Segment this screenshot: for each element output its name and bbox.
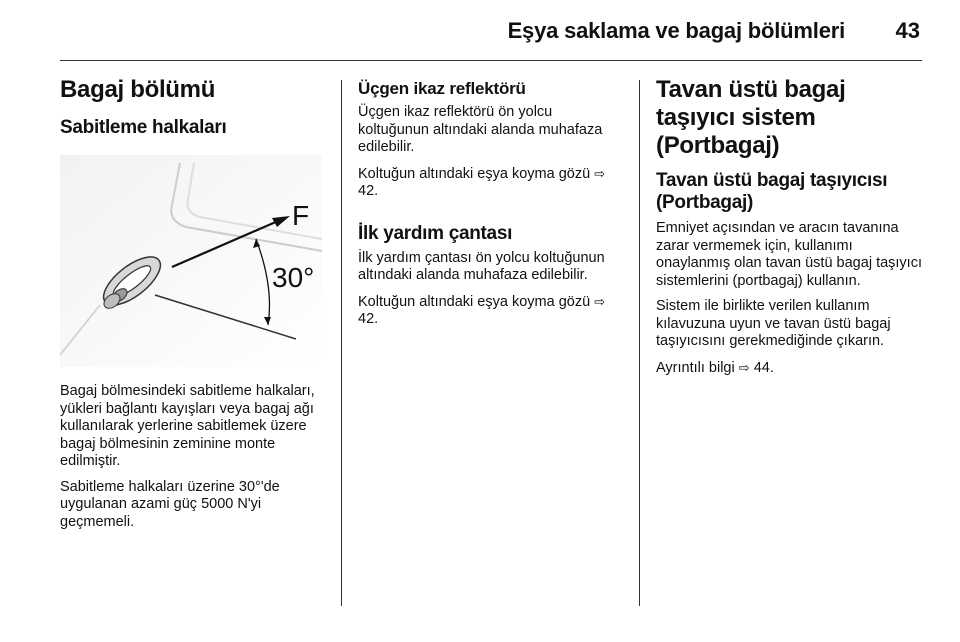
header-title: Eşya saklama ve bagaj bölümleri: [507, 18, 845, 43]
paragraph-first-aid-reference: [358, 293, 620, 329]
page-number: 43: [895, 18, 920, 43]
paragraph-roof-rack-safety: Emniyet açısından ve aracın tavanına zarar vermemek için, kullanımı onaylanmış olan tavan üstü bagaj taşıyıcı sistemlerini (portbagaj) kullanın.: [656, 220, 922, 289]
column-1: [60, 76, 324, 531]
angle-label: 30°: [272, 262, 315, 293]
reference-page[interactable]: 44.: [753, 359, 774, 376]
paragraph-roof-rack-reference: [656, 359, 926, 378]
column-2: [358, 76, 620, 329]
subheading-sabitleme: Sabitleme halkaları: [60, 117, 227, 138]
page-reference-arrow-icon: ⇨: [594, 165, 606, 181]
paragraph-warning-triangle-reference: [358, 165, 620, 201]
reference-text: Koltuğun altındaki eşya koyma gözü: [358, 165, 591, 182]
tie-down-ring-illustration: [60, 155, 322, 367]
force-label: F: [292, 200, 310, 231]
paragraph-warning-triangle-storage: Üçgen ikaz reflektörü ön yolcu koltuğunun altındaki alanda muhafaza edilebilir.: [358, 104, 603, 155]
reference-text: Koltuğun altındaki eşya koyma gözü: [358, 293, 591, 310]
subheading-roof-rack: Tavan üstü bagaj taşıyıcısı (Portbagaj): [656, 170, 888, 213]
paragraph-max-force: Sabitleme halkaları üzerine 30°'de uygulanan azami güç 5000 N'yi geçmemeli.: [60, 478, 280, 530]
tie-down-ring-figure: [60, 155, 322, 367]
header-rule: [60, 60, 922, 61]
page-reference-arrow-icon: ⇨: [738, 359, 750, 375]
paragraph-tie-down-description: Bagaj bölmesindeki sabitleme halkaları, yükleri bağlantı kayışları veya bagaj ağı kullanılarak yerlerine sabitlemek üzere bagaj bölmesinin zeminine monte edilmiştir.: [60, 383, 315, 469]
reference-page[interactable]: 42.: [358, 311, 379, 327]
paragraph-first-aid-storage: İlk yardım çantası ön yolcu koltuğunun altındaki alanda muhafaza edilebilir.: [358, 249, 605, 283]
column-3: [656, 76, 926, 377]
paragraph-roof-rack-instructions: Sistem ile birlikte verilen kullanım kılavuzuna uyun ve tavan üstü bagaj taşıyıcısını gerekmediğinde çıkarın.: [656, 298, 891, 349]
section-heading-roof-rack: Tavan üstü bagaj taşıyıcı sistem (Portbagaj): [656, 76, 846, 159]
column-divider-1: [341, 80, 342, 606]
heading-warning-triangle: Üçgen ikaz reflektörü: [358, 79, 526, 98]
page-reference-arrow-icon: ⇨: [594, 293, 606, 309]
section-heading-bagaj: Bagaj bölümü: [60, 76, 216, 103]
heading-first-aid-kit: İlk yardım çantası: [358, 222, 513, 244]
column-divider-2: [639, 80, 640, 606]
reference-page[interactable]: 42.: [358, 183, 379, 199]
reference-text: Ayrıntılı bilgi: [656, 359, 735, 376]
